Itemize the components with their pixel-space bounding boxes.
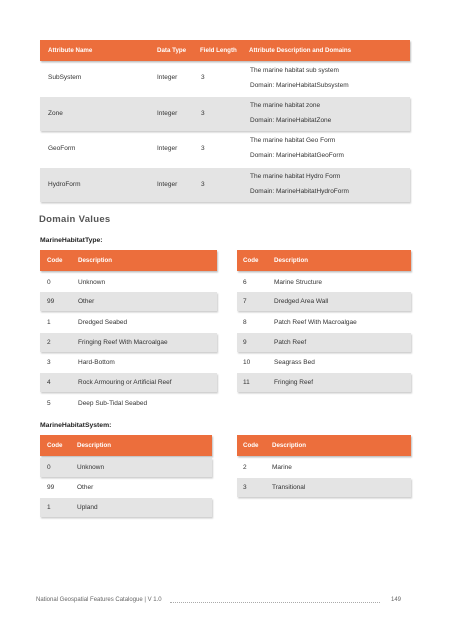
code-cell: 0: [47, 279, 51, 286]
habitat-type-left-header: [40, 250, 217, 271]
description-cell: Hard-Bottom: [78, 359, 115, 366]
habitat-system-left-header: [40, 435, 212, 456]
attr-domain: Domain: MarineHabitatSubsystem: [250, 82, 349, 89]
table-row: [237, 292, 411, 311]
attr-length: 3: [201, 110, 205, 117]
description-cell: Fringing Reef: [274, 379, 314, 386]
attr-description: The marine habitat Geo Form: [250, 137, 336, 144]
table-row: [40, 333, 217, 352]
description-cell: Patch Reef: [274, 339, 307, 346]
table-row: [237, 333, 411, 352]
col-attribute-name: Attribute Name: [48, 47, 93, 54]
page-number: 149: [391, 597, 402, 603]
domain-values-heading: Domain Values: [39, 214, 111, 225]
table-row: [40, 292, 217, 311]
col-data-type: Data Type: [157, 47, 187, 54]
attr-type: Integer: [157, 145, 178, 152]
attr-row: [40, 133, 410, 167]
description-header: Description: [78, 257, 113, 264]
footer-dotted-leader: [170, 602, 380, 603]
code-cell: 0: [47, 464, 51, 471]
attr-length: 3: [201, 74, 205, 81]
description-cell: Marine: [272, 464, 292, 471]
code-cell: 99: [47, 484, 55, 491]
habitat-type-right-header: [237, 250, 411, 271]
attr-name: HydroForm: [48, 181, 81, 188]
code-header: Code: [243, 257, 259, 264]
attr-row: [40, 97, 410, 131]
description-cell: Other: [77, 484, 94, 491]
table-row: [40, 273, 217, 292]
attr-table-header: [40, 40, 410, 61]
description-cell: Seagrass Bed: [274, 359, 315, 366]
description-cell: Deep Sub-Tidal Seabed: [78, 400, 148, 407]
table-row: [40, 478, 212, 497]
table-row: [40, 373, 217, 392]
attr-row: [40, 168, 410, 202]
table-row: [40, 458, 212, 477]
table-row: [237, 353, 411, 372]
attr-name: Zone: [48, 110, 63, 117]
description-cell: Fringing Reef With Macroalgae: [78, 339, 168, 346]
code-cell: 10: [243, 359, 251, 366]
table-row: [40, 313, 217, 332]
code-cell: 3: [47, 359, 51, 366]
description-cell: Dredged Seabed: [78, 319, 128, 326]
attr-description: The marine habitat sub system: [250, 67, 339, 74]
table-row: [237, 478, 411, 497]
description-header: Description: [274, 257, 309, 264]
attr-length: 3: [201, 181, 205, 188]
table-row: [40, 394, 217, 413]
description-cell: Dredged Area Wall: [274, 298, 329, 305]
attr-description: The marine habitat zone: [250, 102, 321, 109]
description-header: Description: [272, 442, 307, 449]
attr-name: SubSystem: [48, 74, 82, 81]
code-cell: 1: [47, 319, 51, 326]
description-cell: Unknown: [78, 279, 106, 286]
attr-domain: Domain: MarineHabitatZone: [250, 117, 332, 124]
footer-title: National Geospatial Features Catalogue | V 1.0: [36, 597, 162, 603]
code-header: Code: [47, 257, 63, 264]
attr-type: Integer: [157, 74, 178, 81]
code-cell: 11: [243, 379, 250, 386]
code-cell: 1: [47, 504, 51, 511]
code-cell: 7: [243, 298, 247, 305]
description-cell: Unknown: [77, 464, 105, 471]
code-cell: 4: [47, 379, 51, 386]
table-row: [237, 458, 411, 477]
attr-type: Integer: [157, 181, 178, 188]
table-row: [237, 373, 411, 392]
col-field-length: Field Length: [200, 47, 237, 54]
description-header: Description: [77, 442, 112, 449]
description-cell: Upland: [77, 504, 98, 511]
table-row: [40, 498, 212, 517]
attr-name: GeoForm: [48, 145, 76, 152]
col-attribute-description: Attribute Description and Domains: [249, 47, 352, 54]
marine-habitat-system-heading: MarineHabitatSystem:: [40, 422, 112, 429]
code-cell: 2: [47, 339, 51, 346]
attr-length: 3: [201, 145, 205, 152]
description-cell: Other: [78, 298, 95, 305]
table-row: [40, 353, 217, 372]
description-cell: Transitional: [272, 484, 306, 491]
description-cell: Marine Structure: [274, 279, 323, 286]
attr-description: The marine habitat Hydro Form: [250, 173, 341, 180]
description-cell: Patch Reef With Macroalgae: [274, 319, 357, 326]
code-header: Code: [243, 442, 259, 449]
marine-habitat-type-heading: MarineHabitatType:: [40, 237, 103, 244]
habitat-system-right-header: [237, 435, 411, 456]
attr-type: Integer: [157, 110, 178, 117]
code-cell: 9: [243, 339, 247, 346]
code-cell: 2: [243, 464, 247, 471]
attr-domain: Domain: MarineHabitatHydroForm: [250, 188, 349, 195]
code-cell: 3: [243, 484, 247, 491]
code-cell: 6: [243, 279, 247, 286]
attr-domain: Domain: MarineHabitatGeoForm: [250, 152, 344, 159]
table-row: [237, 313, 411, 332]
table-row: [237, 273, 411, 292]
description-cell: Rock Armouring or Artificial Reef: [78, 379, 172, 386]
code-cell: 8: [243, 319, 247, 326]
code-header: Code: [47, 442, 63, 449]
attr-row: [40, 61, 410, 95]
code-cell: 5: [47, 400, 51, 407]
code-cell: 99: [47, 298, 55, 305]
